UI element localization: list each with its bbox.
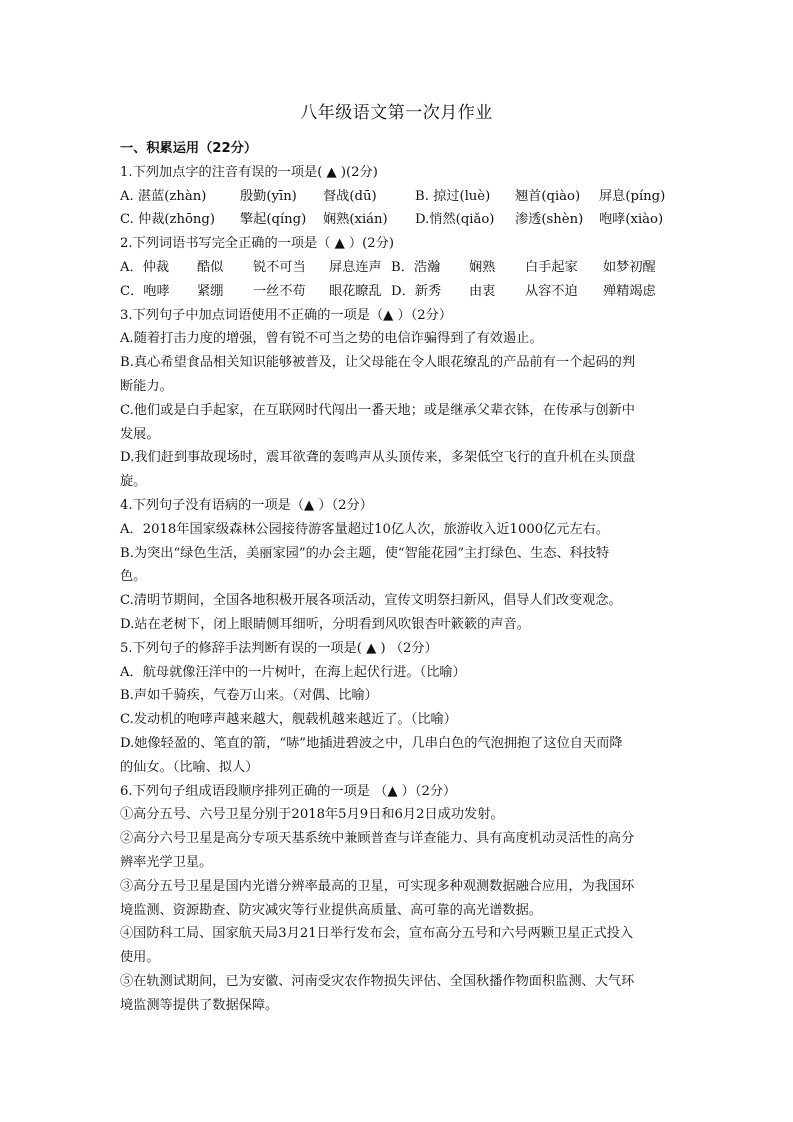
question-2-stem: 2.下列词语书写完全正确的一项是（ ▲ ）(2分)	[120, 236, 394, 252]
question-5-option-a: A．航母就像汪洋中的一片树叶，在海上起伏行进。（比喻）	[120, 664, 466, 680]
question-5-option-d: D.她像轻盈的、笔直的箭，“哧”地插进碧波之中，几串白色的气泡拥抱了这位自天而降	[120, 735, 623, 751]
option-cell: 眼花瞭乱	[329, 283, 382, 299]
option-cell: 娴熟	[469, 259, 496, 275]
question-2-options-row-2	[120, 280, 680, 304]
option-cell: 由衷	[469, 283, 496, 299]
question-1-options-row-1	[120, 185, 680, 209]
question-5-option-d-cont: 的仙女。（比喻、拟人）	[120, 759, 259, 775]
page-title: 八年级语文第一次月作业	[300, 103, 493, 123]
option-cell: 殚精竭虑	[603, 283, 656, 299]
option-cell: 渗透(shèn)	[515, 212, 584, 228]
question-4-option-b-cont: 色。	[120, 569, 147, 585]
question-2-options-row-1	[120, 256, 680, 280]
option-cell: 紧绷	[197, 283, 224, 299]
option-cell: 娴熟(xián)	[323, 212, 388, 228]
option-cell: 锐不可当	[253, 259, 306, 275]
option-cell: 一丝不苟	[253, 283, 306, 299]
question-3-option-b: B.真心希望食品相关知识能够被普及，让父母能在令人眼花缭乱的产品前有一个起码的判	[120, 355, 636, 371]
document-body	[120, 137, 680, 1017]
option-cell: 如梦初醒	[603, 259, 656, 275]
question-4-option-a: A．2018年国家级森林公园接待游客量超过10亿人次，旅游收入近1000亿元左右。	[120, 521, 610, 537]
question-3-option-a: A.随着打击力度的增强，曾有锐不可当之势的电信诈骗得到了有效遏止。	[120, 331, 543, 347]
question-4-option-d: D.站在老树下，闭上眼睛侧耳细听，分明看到风吹银杏叶簌簌的声音。	[120, 616, 530, 632]
question-4-option-b: B.为突出“绿色生活，美丽家园”的办会主题，使“智能花园”主打绿色、生态、科技特	[120, 545, 610, 561]
option-cell: 擎起(qíng)	[240, 212, 307, 228]
question-1-options-row-2	[120, 208, 680, 232]
option-cell: 屏息连声	[329, 259, 382, 275]
question-3-option-b-cont: 断能力。	[120, 378, 173, 394]
question-6-sentence-5-cont: 境监测等提供了数据保障。	[120, 997, 279, 1013]
question-6-sentence-4: ④国防科工局、国家航天局3月21日举行发布会，宣布高分五号和六号两颗卫星正式投入	[120, 926, 634, 942]
question-4-stem: 4.下列句子没有语病的一项是（▲ ）（2分）	[120, 497, 373, 513]
question-1-stem: 1.下列加点字的注音有误的一项是( ▲ )(2分)	[120, 164, 378, 180]
question-3-option-d: D.我们赶到事故现场时，震耳欲聋的轰鸣声从头顶传来，多架低空飞行的直升机在头顶盘	[120, 450, 636, 466]
option-cell: 从容不迫	[525, 283, 578, 299]
question-3-stem: 3.下列句子中加点词语使用不正确的一项是（▲ ）（2分）	[120, 307, 453, 323]
option-cell: D.悄然(qiǎo)	[415, 212, 495, 228]
option-cell: D．新秀	[391, 283, 442, 299]
question-5-option-b: B.声如千骑疾，气卷万山来。（对偶、比喻）	[120, 688, 378, 704]
question-6-sentence-1: ①高分五号、六号卫星分别于2018年5月9日和6月2日成功发射。	[120, 807, 504, 823]
question-3-option-c-cont: 发展。	[120, 426, 160, 442]
question-3-option-d-cont: 旋。	[120, 474, 147, 490]
question-6-sentence-5: ⑤在轨测试期间，已为安徽、河南受灾农作物损失评估、全国秋播作物面积监测、大气环	[120, 973, 635, 989]
question-6-sentence-4-cont: 使用。	[120, 950, 160, 966]
option-cell: B．浩瀚	[391, 259, 441, 275]
question-6-sentence-3-cont: 境监测、资源勘查、防灾减灾等行业提供高质量、高可靠的高光谱数据。	[120, 902, 542, 918]
question-6-stem: 6.下列句子组成语段顺序排列正确的一项是 （▲ ）（2分）	[120, 783, 457, 799]
question-3-option-c: C.他们或是白手起家，在互联网时代闯出一番天地；或是继承父辈衣钵，在传承与创新中	[120, 402, 635, 418]
option-cell: 白手起家	[525, 259, 578, 275]
option-cell: A．仲裁	[120, 259, 170, 275]
option-cell: C．咆哮	[120, 283, 170, 299]
question-5-stem: 5.下列句子的修辞手法判断有误的一项是( ▲ ) （2分）	[120, 640, 438, 656]
option-cell: B. 掠过(luè)	[415, 188, 491, 204]
option-cell: 咆哮(xiào)	[599, 212, 664, 228]
question-5-option-c: C.发动机的咆哮声越来越大，舰载机越来越近了。（比喻）	[120, 712, 457, 728]
option-cell: 殷勤(yīn)	[240, 188, 297, 204]
option-cell: 督战(dū)	[323, 188, 377, 204]
question-4-option-c: C.清明节期间，全国各地积极开展各项活动，宣传文明祭扫新风，倡导人们改变观念。	[120, 593, 622, 609]
question-6-sentence-3: ③高分五号卫星是国内光谱分辨率最高的卫星，可实现多种观测数据融合应用，为我国环	[120, 878, 635, 894]
option-cell: 翘首(qiào)	[515, 188, 581, 204]
option-cell: A. 湛蓝(zhàn)	[120, 188, 207, 204]
question-6-sentence-2-cont: 辨率光学卫星。	[120, 854, 213, 870]
option-cell: 酷似	[197, 259, 224, 275]
option-cell: C. 仲裁(zhōng)	[120, 212, 215, 228]
option-cell: 屏息(píng)	[599, 188, 666, 204]
question-6-sentence-2: ②高分六号卫星是高分专项天基系统中兼顾普查与详查能力、具有高度机动灵活性的高分	[120, 831, 635, 847]
section-heading: 一、积累运用（22分）	[120, 141, 258, 156]
